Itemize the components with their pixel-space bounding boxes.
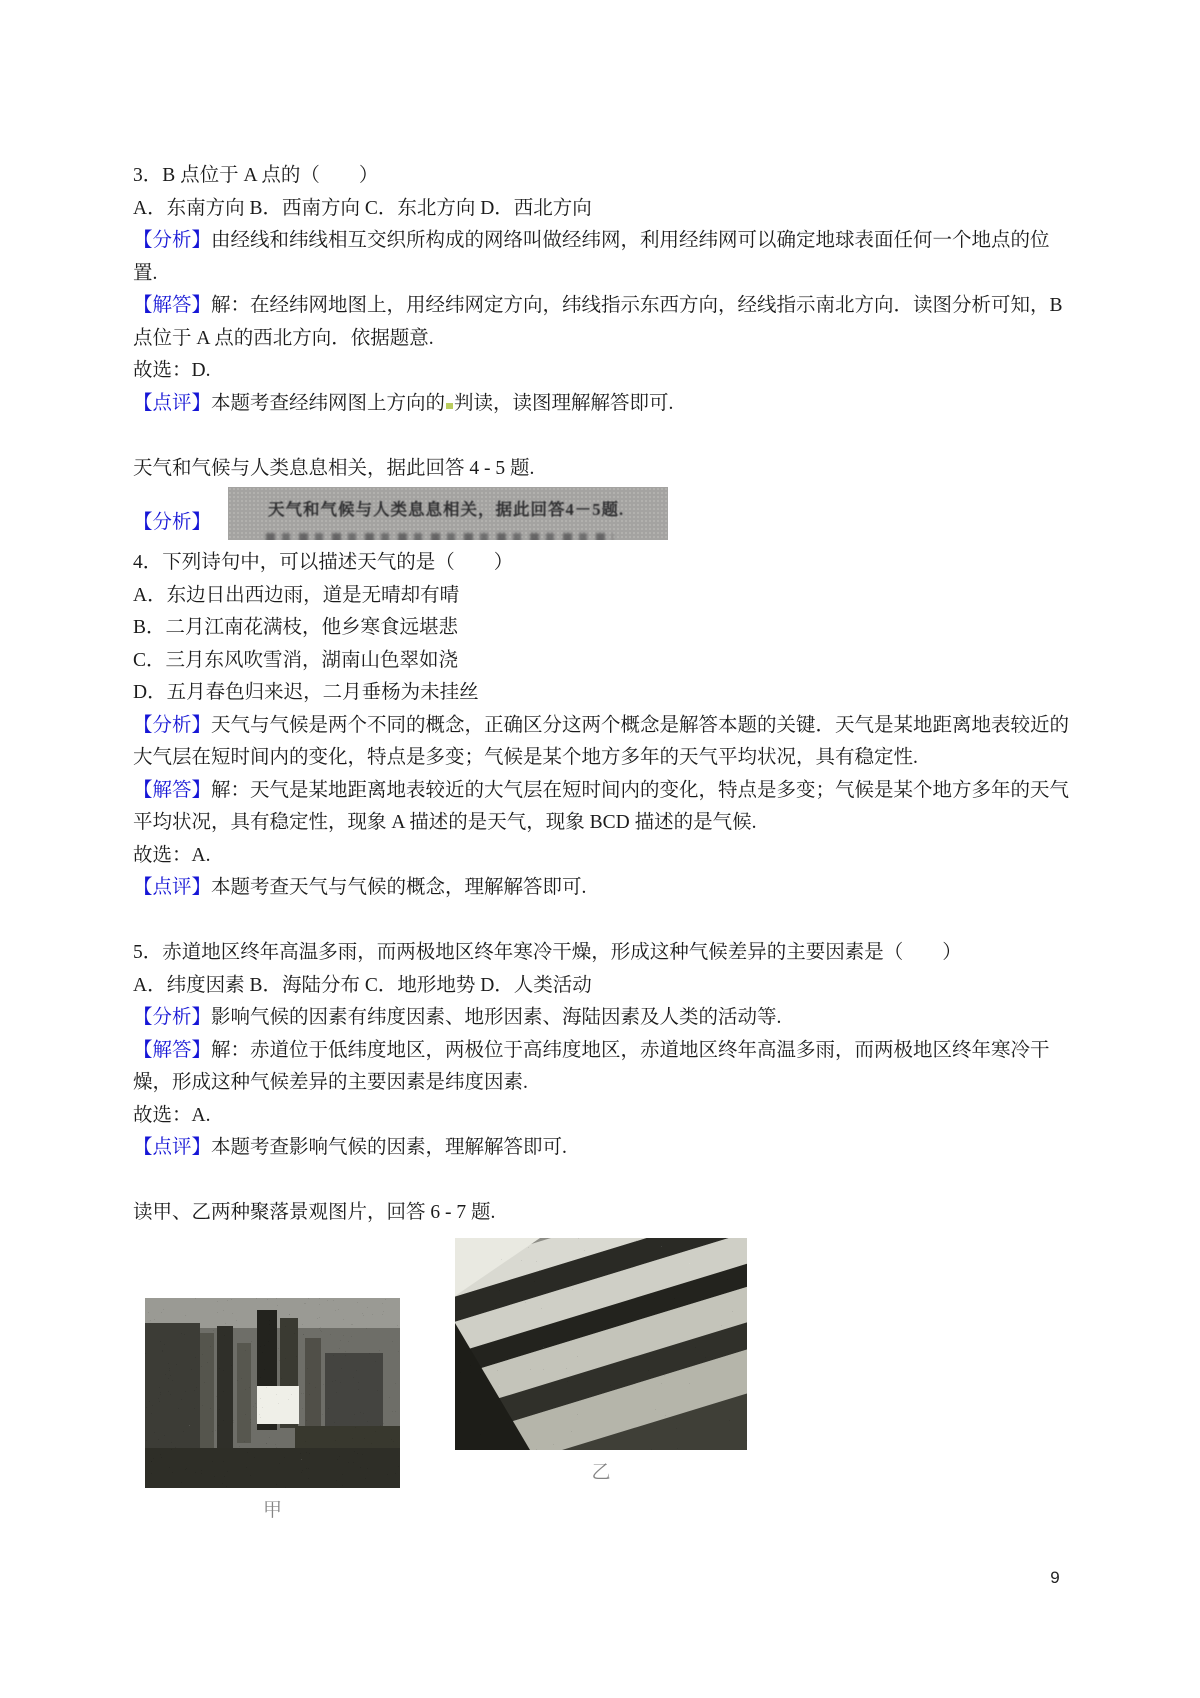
q5-answer <box>133 1035 1070 1100</box>
blank-line <box>133 1165 1070 1198</box>
q4-comment <box>133 872 1070 905</box>
blank-line <box>133 420 1070 453</box>
comment-label: 【点评】 <box>133 392 212 414</box>
embedded-scan-cutoff-line <box>266 533 613 540</box>
q5-comment-text: 本题考查影响气候的因素，理解解答即可. <box>211 1137 567 1158</box>
photo-jia-label: 甲 <box>262 1499 282 1521</box>
q3-analysis <box>133 225 1070 290</box>
q3-options: A．东南方向 B．西南方向 C．东北方向 D．西北方向 <box>133 197 592 219</box>
comment-label: 【点评】 <box>133 877 212 898</box>
q4-option-b: B．二月江南花满枝，他乡寒食远堪悲 <box>133 617 459 638</box>
q4-answer <box>133 775 1070 840</box>
photo-jia-city <box>145 1298 400 1528</box>
analysis-label: 【分析】 <box>133 512 212 533</box>
q5-analysis <box>133 1002 1070 1035</box>
q4-option-c: C．三月东风吹雪消，湖南山色翠如浇 <box>133 649 459 671</box>
intro-q6-q7: 读甲、乙两种聚落景观图片，回答 6 - 7 题. <box>133 1202 496 1223</box>
answer-label: 【解答】 <box>133 1039 212 1061</box>
blank-line <box>133 905 1070 938</box>
q5-answer-text: 解：赤道位于低纬度地区，两极位于高纬度地区，赤道地区终年高温多雨，而两极地区终年寒冷干燥，形成这种气候差异的主要因素是纬度因素. <box>133 1039 1050 1093</box>
analysis-label: 【分析】 <box>133 1007 212 1028</box>
q4-answer-text: 解：天气是某地距离地表较近的大气层在短时间内的变化，特点是多变；气候是某个地方多年的天气平均状况，具有稳定性，现象 A 描述的是天气，现象 BCD 描述的是气候. <box>133 779 1070 833</box>
q4-stem: 4．下列诗句中，可以描述天气的是（ ） <box>133 552 514 573</box>
q3-comment <box>133 388 1070 421</box>
q5-analysis-text: 影响气候的因素有纬度因素、地形因素、海陆因素及人类的活动等. <box>211 1007 782 1028</box>
settlement-photos <box>133 1236 1070 1536</box>
q3-answer-text: 解：在经纬网地图上，用经纬网定方向，纬线指示东西方向，经线指示南北方向．读图分析可知，B 点位于 A 点的西北方向．依据题意. <box>133 295 1063 349</box>
analysis-label: 【分析】 <box>133 714 212 736</box>
q3-comment-text-1: 本题考查经纬网图上方向的 <box>211 392 446 414</box>
city-landscape-image <box>145 1298 400 1488</box>
q4-analysis-text: 天气与气候是两个不同的概念，正确区分这两个概念是解答本题的关键．天气是某地距离地表较近的大气层在短时间内的变化，特点是多变；气候是某个地方多年的天气平均状况，具有稳定性. <box>133 714 1070 768</box>
q4-comment-text: 本题考查天气与气候的概念，理解解答即可. <box>211 877 587 898</box>
embedded-scan-text: 天气和气候与人类息息相关，据此回答4－5题. <box>268 500 625 519</box>
photo-yi-rural <box>455 1238 747 1490</box>
rural-landscape-image <box>455 1238 747 1450</box>
highlight-mark <box>446 403 453 409</box>
q4-option-d: D．五月春色归来迟，二月垂杨为未挂丝 <box>133 682 479 703</box>
q5-stem: 5．赤道地区终年高温多雨，而两极地区终年寒冷干燥，形成这种气候差异的主要因素是（ ） <box>133 942 962 963</box>
q4-choice: 故选：A. <box>133 844 211 866</box>
q4-analysis <box>133 710 1070 775</box>
snippet-row <box>133 485 1070 547</box>
q3-answer <box>133 290 1070 355</box>
embedded-scan-image <box>228 487 668 540</box>
page-number: 9 <box>1050 1568 1060 1587</box>
intro-q4-q5: 天气和气候与人类息息相关，据此回答 4 - 5 题. <box>133 457 535 479</box>
comment-label: 【点评】 <box>133 1137 212 1158</box>
q5-options: A．纬度因素 B．海陆分布 C．地形地势 D．人类活动 <box>133 974 592 996</box>
q3-choice: 故选：D. <box>133 360 211 381</box>
q3-analysis-text: 由经线和纬线相互交织所构成的网络叫做经纬网，利用经纬网可以确定地球表面任何一个地点的位置. <box>133 230 1050 284</box>
answer-label: 【解答】 <box>133 779 212 801</box>
q4-option-a: A．东边日出西边雨，道是无晴却有晴 <box>133 584 460 606</box>
q5-comment <box>133 1132 1070 1165</box>
answer-label: 【解答】 <box>133 295 212 316</box>
q5-choice: 故选：A. <box>133 1104 211 1126</box>
document-content <box>133 160 1070 1536</box>
photo-yi-label: 乙 <box>591 1461 611 1483</box>
q3-comment-text-2: 判读，读图理解解答即可. <box>454 392 674 414</box>
q3-stem: 3．B 点位于 A 点的（ ） <box>133 165 379 186</box>
analysis-label: 【分析】 <box>133 230 212 251</box>
